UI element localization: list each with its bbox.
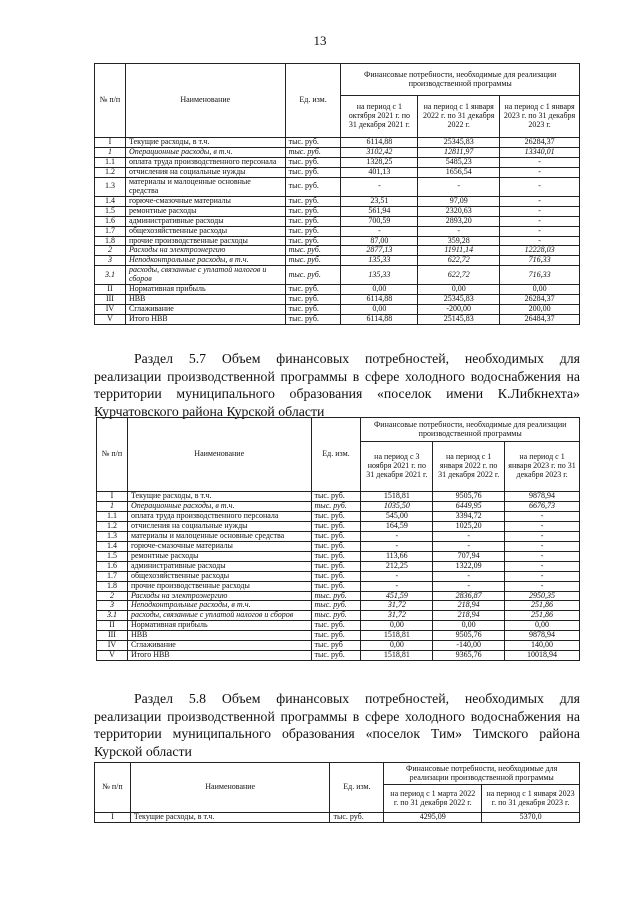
row-name: Текущие расходы, в т.ч. xyxy=(127,492,311,502)
table-row xyxy=(97,581,580,591)
row-value-2: 218,94 xyxy=(433,611,505,621)
table-row xyxy=(97,651,580,661)
row-number: 1.5 xyxy=(97,551,128,561)
row-name: оплата труда производственного персонала xyxy=(127,511,311,521)
row-value-3: 0,00 xyxy=(505,621,580,631)
header-unit: Ед. изм. xyxy=(311,418,361,492)
table-row xyxy=(95,315,580,325)
row-value-2: - xyxy=(433,581,505,591)
row-value-2: 1025,20 xyxy=(433,521,505,531)
row-value-1: 23,51 xyxy=(341,196,418,206)
row-unit: тыс. руб. xyxy=(311,611,361,621)
table-row xyxy=(97,551,580,561)
table-row xyxy=(97,561,580,571)
row-unit: тыс. руб. xyxy=(311,501,361,511)
row-value-2: - xyxy=(433,571,505,581)
row-unit: тыс. руб. xyxy=(285,266,341,285)
row-name: Нормативная прибыль xyxy=(127,621,311,631)
row-unit: тыс. руб. xyxy=(285,167,341,177)
row-name: Операционные расходы, в т.ч. xyxy=(125,147,285,157)
row-unit: тыс. руб. xyxy=(311,591,361,601)
row-unit: тыс. руб. xyxy=(311,651,361,661)
row-value-1: 0,00 xyxy=(361,641,433,651)
row-value-3: - xyxy=(505,551,580,561)
table-row xyxy=(95,138,580,148)
section-line: территории муниципального образования «поселок Тим» Тимского района xyxy=(94,726,580,741)
row-value-1: 700,59 xyxy=(341,216,418,226)
row-number: 1.7 xyxy=(97,571,128,581)
row-value-3: 13340,01 xyxy=(500,147,580,157)
table-body xyxy=(97,492,580,661)
row-value-1: 1035,50 xyxy=(361,501,433,511)
row-value-1: 2877,13 xyxy=(341,246,418,256)
section-5-7-heading xyxy=(94,350,580,420)
header-period-3: на период с 1 января 2023 г. по 31 декабря 2023 г. xyxy=(505,442,580,492)
row-number: 1.4 xyxy=(97,541,128,551)
table-row xyxy=(95,236,580,246)
row-name: Итого НВВ xyxy=(125,315,285,325)
row-unit: тыс. руб. xyxy=(285,295,341,305)
row-value-1: 401,13 xyxy=(341,167,418,177)
row-value-2: 25345,83 xyxy=(418,138,500,148)
row-value-1: 1328,25 xyxy=(341,157,418,167)
header-num: № п/п xyxy=(95,763,131,813)
table-row xyxy=(97,641,580,651)
row-value-1: 6114,88 xyxy=(341,138,418,148)
row-value-3: 9878,94 xyxy=(505,492,580,502)
table-row xyxy=(95,216,580,226)
row-unit: тыс. руб. xyxy=(285,147,341,157)
row-name: отчисления на социальные нужды xyxy=(127,521,311,531)
row-unit: тыс. руб. xyxy=(285,315,341,325)
row-number: 3 xyxy=(97,601,128,611)
row-value-2: 9365,76 xyxy=(433,651,505,661)
row-name: НВВ xyxy=(125,295,285,305)
row-value-1: - xyxy=(361,541,433,551)
row-value-3: 140,00 xyxy=(505,641,580,651)
row-value-3: 716,33 xyxy=(500,266,580,285)
row-name: Текущие расходы, в т.ч. xyxy=(130,813,330,823)
row-unit: тыс. руб. xyxy=(285,157,341,167)
row-value-2: 6449,95 xyxy=(433,501,505,511)
row-value-2: - xyxy=(418,226,500,236)
row-unit: тыс. руб. xyxy=(285,206,341,216)
row-value-3: - xyxy=(505,581,580,591)
row-value-2: 25345,83 xyxy=(418,295,500,305)
row-value-2: 218,94 xyxy=(433,601,505,611)
row-unit: тыс. руб. xyxy=(330,813,384,823)
row-value-2: 2320,63 xyxy=(418,206,500,216)
row-value-1: 0,00 xyxy=(341,305,418,315)
row-unit: тыс. руб. xyxy=(311,492,361,502)
row-value-3: - xyxy=(500,177,580,196)
header-unit: Ед. изм. xyxy=(330,763,384,813)
row-number: 1.5 xyxy=(95,206,126,216)
row-name: Операционные расходы, в т.ч. xyxy=(127,501,311,511)
row-value-3: 251,86 xyxy=(505,611,580,621)
row-value-1: - xyxy=(341,226,418,236)
row-value-3: - xyxy=(500,216,580,226)
row-value-1: - xyxy=(361,571,433,581)
row-unit: тыс. руб. xyxy=(311,631,361,641)
row-value-3: - xyxy=(505,561,580,571)
row-number: IV xyxy=(95,305,126,315)
row-unit: тыс. руб. xyxy=(285,236,341,246)
row-value-2: 97,09 xyxy=(418,196,500,206)
row-name: прочие производственные расходы xyxy=(125,236,285,246)
row-value-3: - xyxy=(500,226,580,236)
table-row xyxy=(95,246,580,256)
row-name: общехозяйственные расходы xyxy=(125,226,285,236)
row-value-1: 1518,81 xyxy=(361,651,433,661)
row-value-2: 5370,0 xyxy=(482,813,580,823)
row-number: 1.8 xyxy=(95,236,126,246)
table-row xyxy=(95,157,580,167)
row-value-2: - xyxy=(433,531,505,541)
row-value-1: - xyxy=(341,177,418,196)
row-value-2: 2893,20 xyxy=(418,216,500,226)
table-row xyxy=(95,266,580,285)
row-number: IV xyxy=(97,641,128,651)
financial-table-1 xyxy=(94,63,580,325)
row-unit: тыс. руб. xyxy=(311,571,361,581)
row-value-1: 135,33 xyxy=(341,266,418,285)
section-line: реализации производственной программы в сфере холодного водоснабжения на xyxy=(94,708,580,724)
row-name: ремонтные расходы xyxy=(125,206,285,216)
row-name: Неподконтрольные расходы, в т.ч. xyxy=(125,256,285,266)
row-value-2: 12811,97 xyxy=(418,147,500,157)
row-value-1: 1518,81 xyxy=(361,631,433,641)
row-name: административные расходы xyxy=(125,216,285,226)
row-number: V xyxy=(97,651,128,661)
row-value-3: 0,00 xyxy=(500,285,580,295)
row-number: 3.1 xyxy=(95,266,126,285)
row-number: II xyxy=(95,285,126,295)
table-row xyxy=(95,285,580,295)
section-line: реализации производственной программы в сфере холодного водоснабжения на xyxy=(94,368,580,384)
row-unit: тыс. руб. xyxy=(285,305,341,315)
row-value-2: - xyxy=(418,177,500,196)
row-value-1: 1518,81 xyxy=(361,492,433,502)
row-value-1: 164,59 xyxy=(361,521,433,531)
row-name: материалы и малоценные основные средства xyxy=(125,177,285,196)
row-name: горюче-смазочные материалы xyxy=(125,196,285,206)
row-value-3: 26284,37 xyxy=(500,295,580,305)
row-value-3: - xyxy=(500,196,580,206)
row-number: 2 xyxy=(97,591,128,601)
row-name: оплата труда производственного персонала xyxy=(125,157,285,167)
row-value-1: 31,72 xyxy=(361,611,433,621)
row-value-2: 9505,76 xyxy=(433,492,505,502)
table-row xyxy=(95,167,580,177)
row-name: административные расходы xyxy=(127,561,311,571)
row-number: V xyxy=(95,315,126,325)
row-number: III xyxy=(95,295,126,305)
row-number: I xyxy=(95,138,126,148)
row-value-3: 26484,37 xyxy=(500,315,580,325)
table-row xyxy=(97,631,580,641)
row-number: I xyxy=(97,492,128,502)
row-number: 3.1 xyxy=(97,611,128,621)
row-value-2: 25145,83 xyxy=(418,315,500,325)
row-number: 2 xyxy=(95,246,126,256)
row-unit: тыс. руб. xyxy=(285,226,341,236)
table-row xyxy=(95,206,580,216)
table-body xyxy=(95,138,580,325)
row-name: прочие производственные расходы xyxy=(127,581,311,591)
row-unit: тыс. руб. xyxy=(311,521,361,531)
table-row xyxy=(97,541,580,551)
table-row xyxy=(95,256,580,266)
table-row xyxy=(97,621,580,631)
row-name: Сглаживание xyxy=(125,305,285,315)
row-unit: тыс. руб. xyxy=(311,511,361,521)
row-value-2: 3394,72 xyxy=(433,511,505,521)
row-value-1: 31,72 xyxy=(361,601,433,611)
row-value-3: - xyxy=(505,521,580,531)
header-name: Наименование xyxy=(130,763,330,813)
financial-table-3 xyxy=(94,762,580,823)
row-value-2: 2836,87 xyxy=(433,591,505,601)
table-row xyxy=(97,571,580,581)
header-period-1: на период с 1 марта 2022 г. по 31 декабря 2022 г. xyxy=(384,785,482,813)
row-name: общехозяйственные расходы xyxy=(127,571,311,581)
table-row xyxy=(95,196,580,206)
header-num: № п/п xyxy=(97,418,128,492)
row-name: расходы, связанные с уплатой налогов и сборов xyxy=(125,266,285,285)
row-name: Итого НВВ xyxy=(127,651,311,661)
row-value-2: -200,00 xyxy=(418,305,500,315)
header-name: Наименование xyxy=(127,418,311,492)
row-unit: тыс. руб. xyxy=(285,246,341,256)
header-group: Финансовые потребности, необходимые для реализации производственной программы xyxy=(384,763,580,785)
row-unit: тыс. руб. xyxy=(285,216,341,226)
row-unit: тыс. руб. xyxy=(311,561,361,571)
row-name: Нормативная прибыль xyxy=(125,285,285,295)
section-line: Раздел 5.7 Объем финансовых потребностей, необходимых для xyxy=(134,351,580,366)
header-period-2: на период с 1 января 2022 г. по 31 декабря 2022 г. xyxy=(433,442,505,492)
row-value-1: 451,59 xyxy=(361,591,433,601)
header-group: Финансовые потребности, необходимые для реализации производственной программы xyxy=(341,64,580,96)
row-unit: тыс. руб. xyxy=(311,531,361,541)
row-unit: тыс. руб. xyxy=(311,581,361,591)
row-number: 1.7 xyxy=(95,226,126,236)
row-value-3: - xyxy=(500,206,580,216)
row-number: 3 xyxy=(95,256,126,266)
row-name: Сглаживание xyxy=(127,641,311,651)
row-unit: тыс. руб. xyxy=(285,196,341,206)
header-name: Наименование xyxy=(125,64,285,138)
row-number: 1.3 xyxy=(95,177,126,196)
row-name: НВВ xyxy=(127,631,311,641)
row-value-3: - xyxy=(500,157,580,167)
table-row xyxy=(97,531,580,541)
row-number: I xyxy=(95,813,131,823)
row-unit: тыс. руб xyxy=(311,641,361,651)
row-value-3: - xyxy=(505,531,580,541)
header-period-3: на период с 1 января 2023 г. по 31 декабря 2023 г. xyxy=(500,96,580,138)
row-unit: тыс. руб. xyxy=(311,541,361,551)
header-period-2: на период с 1 января 2022 г. по 31 декабря 2022 г. xyxy=(418,96,500,138)
row-number: 1 xyxy=(95,147,126,157)
table-body xyxy=(95,813,580,823)
row-number: 1.1 xyxy=(95,157,126,167)
row-value-2: 622,72 xyxy=(418,256,500,266)
row-number: 1.2 xyxy=(97,521,128,531)
table-row xyxy=(95,177,580,196)
row-value-3: - xyxy=(505,571,580,581)
section-line: Раздел 5.8 Объем финансовых потребностей, необходимых для xyxy=(134,691,580,706)
row-value-2: 1322,09 xyxy=(433,561,505,571)
row-value-2: - xyxy=(433,541,505,551)
table-row xyxy=(97,591,580,601)
row-unit: тыс. руб. xyxy=(311,621,361,631)
row-value-1: 4295,09 xyxy=(384,813,482,823)
table-row xyxy=(97,511,580,521)
section-5-8-heading xyxy=(94,690,580,760)
row-value-2: 5485,23 xyxy=(418,157,500,167)
section-line: территории муниципального образования «поселок имени К.Либкнехта» xyxy=(94,386,580,401)
row-number: 1.6 xyxy=(97,561,128,571)
table-row xyxy=(95,295,580,305)
header-period-1: на период с 3 ноября 2021 г. по 31 декабря 2021 г. xyxy=(361,442,433,492)
row-number: 1.2 xyxy=(95,167,126,177)
row-value-3: 2950,35 xyxy=(505,591,580,601)
row-number: 1 xyxy=(97,501,128,511)
row-value-1: 113,66 xyxy=(361,551,433,561)
table-row xyxy=(95,813,580,823)
row-value-3: 716,33 xyxy=(500,256,580,266)
row-value-3: - xyxy=(500,236,580,246)
row-value-2: 1656,54 xyxy=(418,167,500,177)
row-number: III xyxy=(97,631,128,641)
row-name: расходы, связанные с уплатой налогов и сборов xyxy=(127,611,311,621)
row-value-1: - xyxy=(361,531,433,541)
row-number: 1.3 xyxy=(97,531,128,541)
table-row xyxy=(97,601,580,611)
row-value-1: 212,25 xyxy=(361,561,433,571)
row-value-3: - xyxy=(505,541,580,551)
row-value-3: 200,00 xyxy=(500,305,580,315)
row-name: Расходы на электроэнергию xyxy=(125,246,285,256)
row-name: Текущие расходы, в т.ч. xyxy=(125,138,285,148)
row-value-3: 10018,94 xyxy=(505,651,580,661)
row-value-1: 6114,88 xyxy=(341,295,418,305)
row-number: II xyxy=(97,621,128,631)
row-value-1: 6114,88 xyxy=(341,315,418,325)
header-unit: Ед. изм. xyxy=(285,64,341,138)
row-name: Расходы на электроэнергию xyxy=(127,591,311,601)
row-unit: тыс. руб. xyxy=(285,285,341,295)
row-value-1: 87,00 xyxy=(341,236,418,246)
row-value-1: 135,33 xyxy=(341,256,418,266)
row-unit: тыс. руб. xyxy=(311,551,361,561)
row-value-3: - xyxy=(505,511,580,521)
row-number: 1.1 xyxy=(97,511,128,521)
row-value-2: 0,00 xyxy=(433,621,505,631)
row-name: материалы и малоценные основные средства xyxy=(127,531,311,541)
row-value-3: 9878,94 xyxy=(505,631,580,641)
row-value-2: 11911,14 xyxy=(418,246,500,256)
row-value-3: 26284,37 xyxy=(500,138,580,148)
row-value-3: 251,86 xyxy=(505,601,580,611)
row-value-3: - xyxy=(500,167,580,177)
financial-table-2 xyxy=(96,417,580,661)
table-row xyxy=(97,492,580,502)
row-value-1: - xyxy=(361,581,433,591)
row-name: отчисления на социальные нужды xyxy=(125,167,285,177)
row-value-1: 3102,42 xyxy=(341,147,418,157)
row-number: 1.8 xyxy=(97,581,128,591)
row-value-1: 0,00 xyxy=(341,285,418,295)
table-row xyxy=(97,521,580,531)
row-value-3: 12228,03 xyxy=(500,246,580,256)
row-value-1: 561,94 xyxy=(341,206,418,216)
header-period-1: на период с 1 октября 2021 г. по 31 декабря 2021 г. xyxy=(341,96,418,138)
row-unit: тыс. руб. xyxy=(285,256,341,266)
row-value-3: 6676,73 xyxy=(505,501,580,511)
row-value-2: 622,72 xyxy=(418,266,500,285)
section-line: Курчатовского района Курской области xyxy=(94,403,325,419)
row-number: 1.4 xyxy=(95,196,126,206)
row-name: горюче-смазочные материалы xyxy=(127,541,311,551)
row-value-2: 0,00 xyxy=(418,285,500,295)
row-value-1: 545,00 xyxy=(361,511,433,521)
row-value-2: 707,94 xyxy=(433,551,505,561)
table-row xyxy=(95,226,580,236)
row-value-2: -140,00 xyxy=(433,641,505,651)
row-value-1: 0,00 xyxy=(361,621,433,631)
row-unit: тыс. руб. xyxy=(285,177,341,196)
row-value-2: 359,28 xyxy=(418,236,500,246)
header-num: № п/п xyxy=(95,64,126,138)
table-row xyxy=(95,147,580,157)
row-name: ремонтные расходы xyxy=(127,551,311,561)
row-number: 1.6 xyxy=(95,216,126,226)
table-row xyxy=(97,501,580,511)
row-unit: тыс. руб. xyxy=(285,138,341,148)
row-name: Неподконтрольные расходы, в т.ч. xyxy=(127,601,311,611)
section-line: Курской области xyxy=(94,743,192,759)
header-group: Финансовые потребности, необходимые для реализации производственной программы xyxy=(361,418,580,442)
table-row xyxy=(95,305,580,315)
header-period-2: на период с 1 января 2023 г. по 31 декабря 2023 г. xyxy=(482,785,580,813)
row-unit: тыс. руб. xyxy=(311,601,361,611)
row-value-2: 9505,76 xyxy=(433,631,505,641)
table-row xyxy=(97,611,580,621)
page-number: 13 xyxy=(313,33,327,48)
